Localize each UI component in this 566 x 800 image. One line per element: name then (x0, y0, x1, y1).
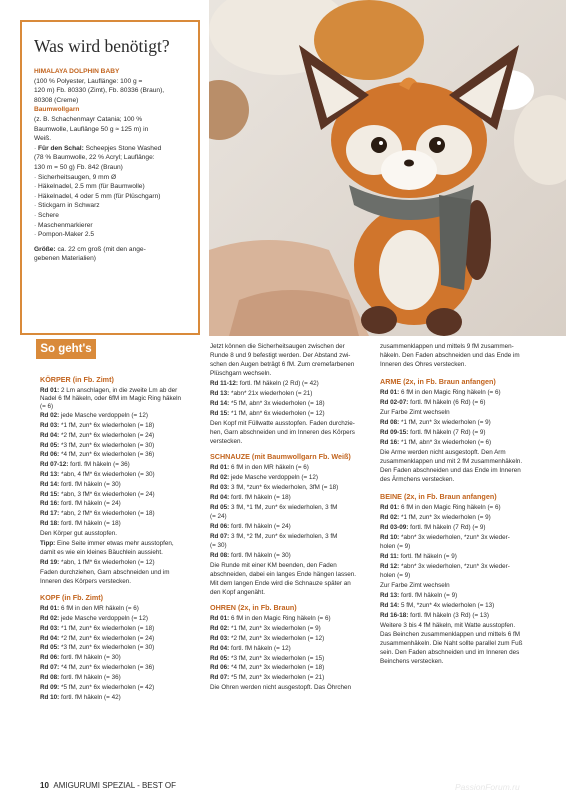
materials-line: · Für den Schal: Scheepjes Stone Washed (34, 144, 162, 152)
instruction-line: den Kopf angenäht. (210, 589, 265, 596)
instruction-line: Beinchens verstecken. (380, 658, 444, 665)
section-heading: KÖRPER (in Fb. Zimt) (40, 375, 114, 384)
instruction-line: zusammenhäkeln. Die Naht sollte parallel zum Fuß (380, 640, 523, 647)
instruction-line: Rd 07: *5 fM, zun* 3x wiederholen (= 21) (210, 674, 325, 681)
instruction-line: Weitere 3 bis 4 fM häkeln, mit Watte ausstopfen. (380, 622, 516, 629)
instruction-line: Rd 05: *3 fM, zun* 3x wiederholen (= 15) (210, 655, 325, 662)
materials-line: · Pompon-Maker 2.5 (34, 231, 95, 239)
watermark: PassionForum.ru (455, 782, 520, 792)
instruction-line: Rd 03-09: fortl. fM häkeln (7 Rd) (= 9) (380, 524, 486, 531)
instruction-line: Plüschgarn wechseln. (210, 370, 272, 377)
instruction-line: hen, Garn abschneiden und im Inneren des Körpers (210, 429, 355, 436)
materials-line: 130 m = 50 g) Fb. 842 (Braun) (34, 163, 123, 171)
instruction-line: Rd 14: 5 fM, *zun* 4x wiederholen (= 13) (380, 602, 495, 609)
instruction-line: zusammenklappen und mittels 9 fM zusammen- (380, 343, 514, 350)
instruction-line: Die Runde mit einer KM beenden, den Faden (210, 562, 337, 569)
materials-box (20, 20, 200, 335)
materials-line: HIMALAYA DOLPHIN BABY (34, 68, 120, 75)
instruction-line: Rd 01: 6 fM in den MR häkeln (= 6) (40, 605, 139, 612)
materials-line: Baumwollgarn (34, 106, 80, 114)
instruction-line: Rd 04: fortl. fM häkeln (= 12) (210, 645, 291, 652)
instruction-line: Rd 16: fortl. fM häkeln (= 24) (40, 500, 121, 507)
instruction-line: Rd 11-12: fortl. fM häkeln (2 Rd) (= 42) (210, 380, 319, 387)
instruction-line: damit es wie ein kleines Bäuchlein aussieht. (40, 549, 163, 556)
instruction-line: Rd 02-07: fortl. fM häkeln (6 Rd) (= 6) (380, 399, 486, 406)
instruction-line: holen (= 9) (380, 543, 411, 550)
instruction-line: Rd 02: *1 fM, zun* 3x wiederholen (= 9) (380, 514, 491, 521)
instruction-line: Rd 15: *abn, 3 fM* 6x wiederholen (= 24) (40, 491, 155, 498)
materials-line: 120 m) Fb. 80330 (Zimt), Fb. 80336 (Braun), (34, 87, 165, 95)
section-banner: So geht's (36, 339, 96, 359)
materials-line: · Maschenmarkierer (34, 221, 93, 229)
instruction-line: Rd 17: *abn, 2 fM* 6x wiederholen (= 18) (40, 510, 155, 517)
materials-line: · Schere (34, 211, 59, 219)
instruction-line: Rd 11: fortl. fM häkeln (= 9) (380, 553, 457, 560)
instruction-line: Rd 01: 6 fM in den MR häkeln (= 6) (210, 464, 309, 471)
instruction-line: Rd 05: *3 fM, zun* 6x wiederholen (= 30) (40, 442, 155, 449)
instruction-line: schen den Augen beträgt 6 fM. Zum cremefarbenen (210, 361, 355, 368)
instruction-line: (= 30) (210, 542, 227, 549)
instruction-line: Inneren des Ohres verstecken. (380, 361, 467, 368)
materials-line: (z. B. Schachenmayr Catania; 100 % (34, 115, 143, 123)
instruction-line: Rd 07: *4 fM, zun* 6x wiederholen (= 36) (40, 664, 155, 671)
instruction-line: Rd 05: *3 fM, zun* 6x wiederholen (= 30) (40, 644, 155, 651)
materials-line: (100 % Polyester, Lauflänge: 100 g = (34, 77, 143, 85)
instruction-line: Rd 08: fortl. fM häkeln (= 30) (210, 552, 291, 559)
instruction-line: Rd 02: *1 fM, zun* 3x wiederholen (= 9) (210, 625, 321, 632)
instruction-line: Rd 19: *abn, 1 fM* 6x wiederholen (= 12) (40, 559, 155, 566)
instruction-line: Rd 01: 6 fM in den Magic Ring häkeln (= 6) (380, 389, 501, 396)
instruction-line: Rd 03: *1 fM, zun* 6x wiederholen (= 18) (40, 625, 155, 632)
instruction-line: Rd 13: *abn* 21x wiederholen (= 21) (210, 390, 313, 397)
instruction-line: Rd 10: fortl. fM häkeln (= 42) (40, 694, 121, 701)
materials-line: gebenen Materialien) (34, 255, 96, 263)
instruction-line: Rd 03: *1 fM, zun* 6x wiederholen (= 18) (40, 422, 155, 429)
instruction-line: Rd 07: 3 fM, *2 fM, zun* 6x wiederholen, 3 fM (210, 533, 338, 540)
instruction-line: abschneiden, dabei ein langes Ende hängen lassen. (210, 571, 356, 578)
instruction-line: Tipp: Eine Seite immer etwas mehr ausstopfen, (40, 540, 174, 547)
materials-line: Größe: ca. 22 cm groß (mit den ange- (34, 245, 146, 253)
materials-line: · Häkelnadel, 4 oder 5 mm (für Plüschgarn) (34, 192, 161, 200)
instruction-line: Die Arme werden nicht ausgestopft. Den Arm (380, 449, 506, 456)
instruction-line: Rd 06: fortl. fM häkeln (= 30) (40, 654, 121, 661)
fox-photo (209, 0, 566, 336)
instruction-line: Rd 08: fortl. fM häkeln (= 36) (40, 674, 121, 681)
instruction-line: verstecken. (210, 438, 243, 445)
instruction-line: Rd 04: *2 fM, zun* 6x wiederholen (= 24) (40, 635, 155, 642)
section-heading: ARME (2x, in Fb. Braun anfangen) (380, 377, 496, 386)
instruction-line: Den Körper gut ausstopfen. (40, 530, 118, 537)
instruction-line: Rd 09: *5 fM, zun* 6x wiederholen (= 42) (40, 684, 155, 691)
instruction-line: Rd 03: 3 fM, *zun* 6x wiederholen, 3fM (= 18) (210, 484, 339, 491)
instruction-line: Runde 8 und 9 befestigt werden. Der Abstand zwi- (210, 352, 351, 359)
instruction-line: Rd 12: *abn* 3x wiederholen, *zun* 3x wieder- (380, 563, 510, 570)
instruction-line: Rd 18: fortl. fM häkeln (= 18) (40, 520, 121, 527)
instruction-line: Rd 02: jede Masche verdoppeln (= 12) (210, 474, 318, 481)
instruction-line: Rd 02: jede Masche verdoppeln (= 12) (40, 412, 148, 419)
instruction-line: Rd 13: *abn, 4 fM* 6x wiederholen (= 30) (40, 471, 155, 478)
instruction-line: Rd 06: fortl. fM häkeln (= 24) (210, 523, 291, 530)
instruction-line: Rd 14: fortl. fM häkeln (= 30) (40, 481, 121, 488)
instruction-line: Rd 09-15: fortl. fM häkeln (7 Rd) (= 9) (380, 429, 486, 436)
instruction-line: Rd 13: fortl. fM häkeln (= 9) (380, 592, 458, 599)
instruction-line: Den Kopf mit Füllwatte ausstopfen. Faden durchzie- (210, 420, 355, 427)
instruction-line: Rd 02: jede Masche verdoppeln (= 12) (40, 615, 148, 622)
instruction-line: Rd 06: *4 fM, zun* 3x wiederholen (= 18) (210, 664, 325, 671)
instruction-line: Rd 05: 3 fM, *1 fM, zun* 6x wiederholen, 3 fM (210, 504, 338, 511)
instruction-line: häkeln. Den Faden abschneiden und das Ende im (380, 352, 520, 359)
instruction-line: (= 24) (210, 513, 227, 520)
instruction-line: Den Faden abschneiden und das Ende im Inneren (380, 467, 521, 474)
instruction-line: holen (= 9) (380, 572, 411, 579)
section-heading: OHREN (2x, in Fb. Braun) (210, 603, 297, 612)
materials-line: Baumwolle, Lauflänge 50 g ≈ 125 m) in (34, 125, 149, 133)
materials-list (34, 67, 188, 264)
instruction-line: Rd 01: 2 Lm anschlagen, in die zweite Lm ab der (40, 387, 178, 394)
instruction-line: Rd 04: fortl. fM häkeln (= 18) (210, 494, 291, 501)
instruction-line: Rd 07-12: fortl. fM häkeln (= 36) (40, 461, 130, 468)
instruction-line: Nadel 6 fM häkeln, oder 6fM im Magic Ring häkeln (40, 395, 182, 402)
page-number: 10 (40, 781, 49, 790)
magazine-name: AMIGURUMI SPEZIAL - BEST OF (53, 781, 177, 790)
section-heading: SCHNAUZE (mit Baumwollgarn Fb. Weiß) (210, 452, 351, 461)
materials-line: 80308 (Creme) (34, 96, 79, 104)
instruction-line: Zur Farbe Zimt wechseln (380, 582, 450, 589)
instruction-line: Rd 08: *1 fM, zun* 3x wiederholen (= 9) (380, 419, 491, 426)
instruction-line: Rd 14: *5 fM, abn* 3x wiederholen (= 18) (210, 400, 325, 407)
instruction-line: Rd 03: *2 fM, zun* 3x wiederholen (= 12) (210, 635, 325, 642)
instruction-line: Die Ohren werden nicht ausgestopft. Das Öhrchen (210, 684, 352, 691)
materials-line: · Stickgarn in Schwarz (34, 202, 100, 210)
materials-title: Was wird benötigt? (34, 36, 170, 56)
instruction-line: Rd 06: *4 fM, zun* 6x wiederholen (= 36) (40, 451, 155, 458)
page-footer (40, 781, 176, 790)
fox-illustration (209, 0, 566, 336)
instruction-line: Faden durchziehen, Garn abschneiden und im (40, 569, 170, 576)
instruction-line: sein. Den Faden abschneiden und im Inneren des (380, 649, 520, 656)
instruction-line: Rd 16: *1 fM, abn* 3x wiederholen (= 6) (380, 439, 492, 446)
instruction-line: Rd 04: *2 fM, zun* 6x wiederholen (= 24) (40, 432, 155, 439)
section-heading: BEINE (2x, in Fb. Braun anfangen) (380, 492, 497, 501)
instruction-line: Rd 01: 6 fM in den Magic Ring häkeln (= 6) (380, 504, 501, 511)
instruction-line: Rd 15: *1 fM, abn* 6x wiederholen (= 12) (210, 410, 325, 417)
instruction-line: Rd 16-18: fortl. fM häkeln (3 Rd) (= 13) (380, 612, 490, 619)
instruction-line: Inneren des Körpers verstecken. (40, 578, 132, 585)
materials-line: Weiß. (34, 135, 52, 143)
instruction-line: Jetzt können die Sicherheitsaugen zwischen der (210, 343, 345, 350)
instruction-line: Rd 10: *abn* 3x wiederholen, *zun* 3x wieder- (380, 534, 510, 541)
instruction-line: Zur Farbe Zimt wechseln (380, 409, 450, 416)
materials-line: · Häkelnadel, 2.5 mm (für Baumwolle) (34, 183, 145, 191)
instruction-line: Mit dem langen Ende wird die Schnauze später an (210, 580, 351, 587)
instruction-line: Rd 01: 6 fM in den Magic Ring häkeln (= 6) (210, 615, 331, 622)
section-heading: KOPF (in Fb. Zimt) (40, 593, 104, 602)
materials-line: · Sicherheitsaugen, 9 mm Ø (34, 173, 117, 181)
instruction-line: des Ärmchens verstecken. (380, 476, 455, 483)
instruction-line: zusammenklappen und mit 2 fM zusammenhäkeln. (380, 458, 523, 465)
materials-line: (78 % Baumwolle, 22 % Acryl; Lauflänge: (34, 154, 155, 162)
instruction-line: Das Beinchen zusammenklappen und mittels 6 fM (380, 631, 521, 638)
instruction-line: (= 6) (40, 403, 54, 410)
